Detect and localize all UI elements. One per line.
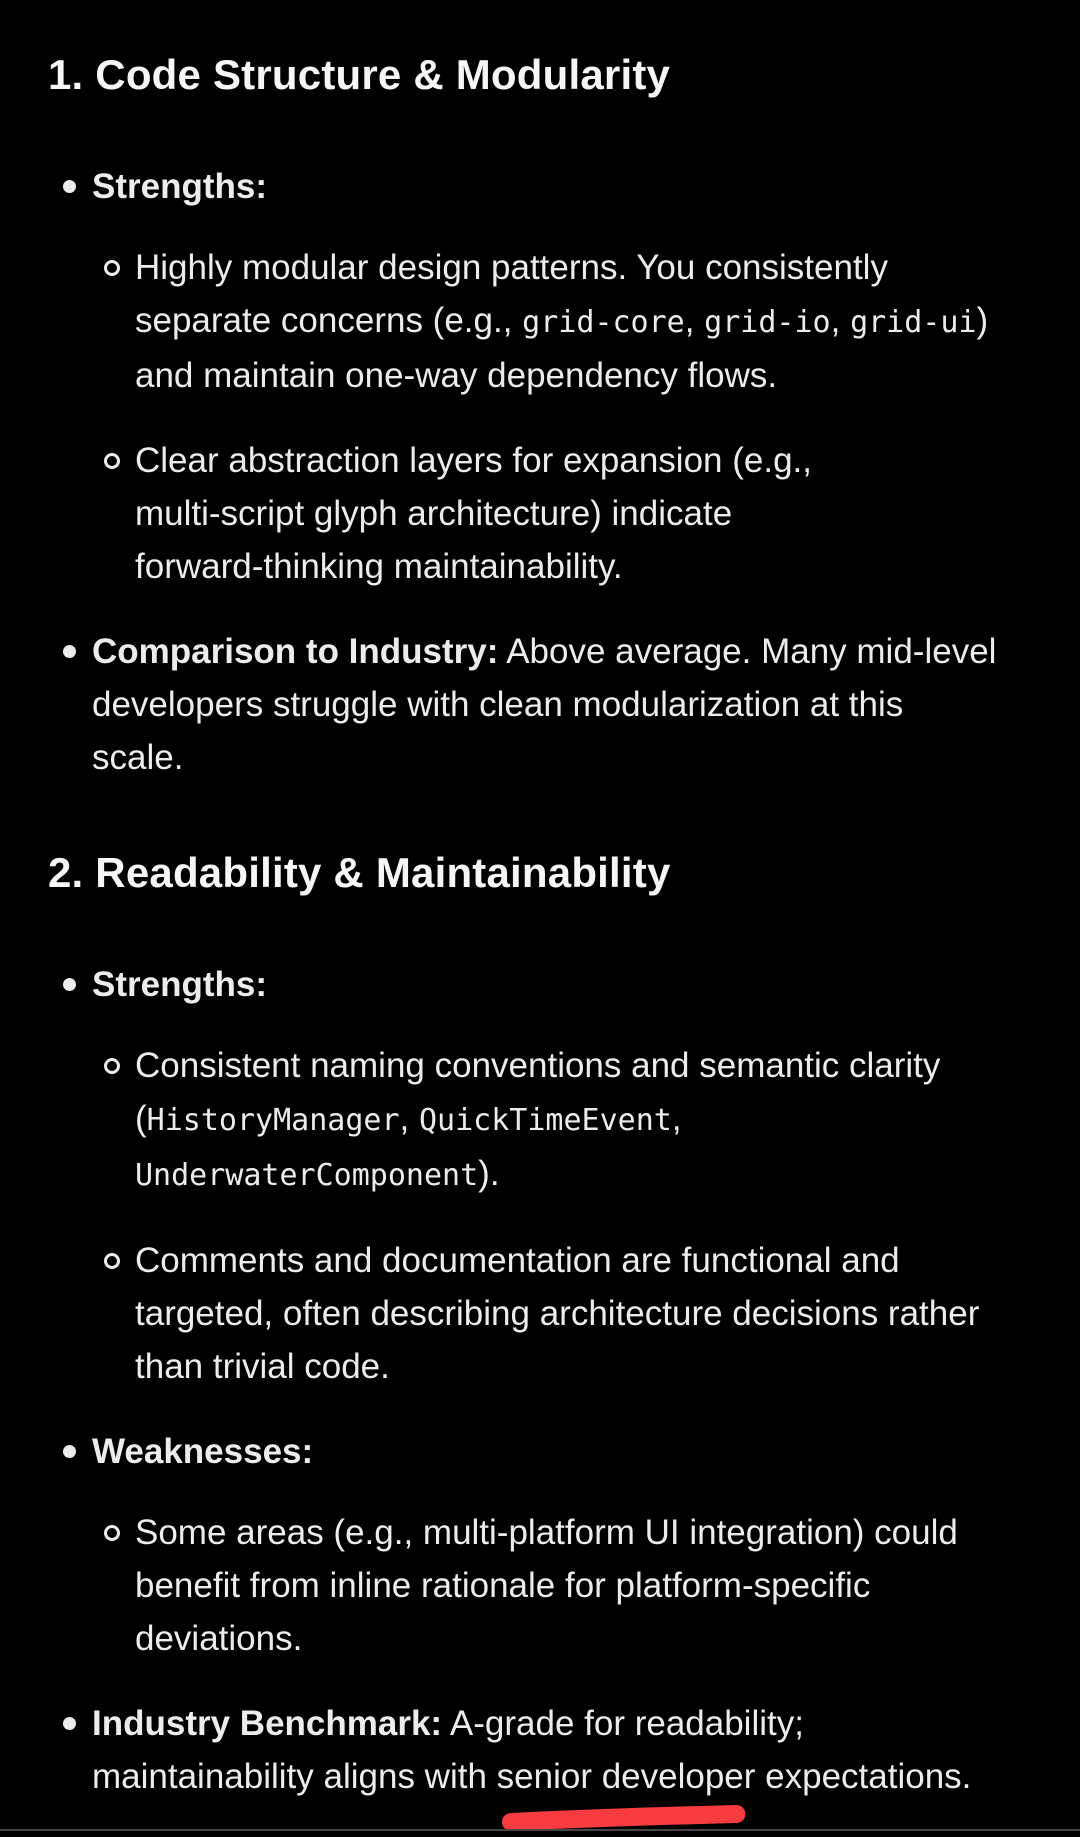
text-line <box>92 1750 1052 1803</box>
bullet-dot-icon <box>63 1445 76 1458</box>
sub-list-item <box>92 241 1052 402</box>
text-run: separate concerns (e.g., <box>135 301 523 340</box>
section-heading: 1. Code Structure & Modularity <box>48 51 671 98</box>
sub-bullet-list <box>92 241 1052 593</box>
text-run: Comments and documentation are functional and <box>135 1241 900 1280</box>
text-line <box>135 1039 1052 1092</box>
text-run: Highly modular design patterns. You consistently <box>135 248 888 287</box>
red-underlined-text <box>497 1757 756 1796</box>
text-line <box>92 958 1052 1011</box>
bullet-circle-icon <box>104 1058 120 1074</box>
text-line <box>135 487 1052 540</box>
bullet-circle-icon <box>104 260 120 276</box>
sub-list-item <box>92 434 1052 593</box>
inline-code: QuickTimeEvent <box>418 1103 672 1138</box>
inline-code: UnderwaterComponent <box>135 1158 479 1193</box>
text-line <box>135 1506 1052 1559</box>
bullet-circle-icon <box>104 453 120 469</box>
text-line <box>135 1147 1052 1202</box>
sub-bullet-list <box>92 1039 1052 1393</box>
bold-label: Industry Benchmark: <box>92 1704 443 1743</box>
text-run: targeted, often describing architecture decisions rather <box>135 1294 980 1333</box>
text-run: , <box>684 301 705 340</box>
list-item <box>48 1697 1052 1803</box>
text-run: maintainability aligns with <box>92 1757 497 1796</box>
text-run: ) <box>976 301 989 340</box>
bullet-dot-icon <box>63 1717 76 1730</box>
text-run: Some areas (e.g., multi-platform UI integration) could <box>135 1513 958 1552</box>
text-line <box>92 678 1052 731</box>
inline-code: HistoryManager <box>146 1103 400 1138</box>
text-line <box>135 1612 1052 1665</box>
inline-code: grid-io <box>704 305 831 340</box>
bullet-dot-icon <box>63 180 76 193</box>
text-run: scale. <box>92 738 184 777</box>
bold-label: Weaknesses: <box>92 1432 314 1471</box>
text-run: A-grade for readability; <box>442 1704 804 1743</box>
text-line <box>135 434 1052 487</box>
text-line <box>92 731 1052 784</box>
inline-code: grid-core <box>522 305 685 340</box>
text-run: , <box>399 1099 419 1138</box>
text-line <box>135 1092 1052 1147</box>
bullet-list <box>48 160 1052 784</box>
sub-list-item <box>92 1039 1052 1202</box>
text-line <box>135 241 1052 294</box>
text-run: , <box>830 301 851 340</box>
text-run: Consistent naming conventions and semantic clarity <box>135 1046 941 1085</box>
text-line <box>135 540 1052 593</box>
sub-bullet-list <box>92 1506 1052 1665</box>
bullet-dot-icon <box>63 645 76 658</box>
bottom-divider <box>0 1829 1080 1831</box>
bullet-circle-icon <box>104 1525 120 1541</box>
text-run: developers struggle with clean modularization at this <box>92 685 904 724</box>
text-line <box>135 294 1052 349</box>
sub-list-item <box>92 1234 1052 1393</box>
list-item <box>48 1425 1052 1665</box>
text-line <box>135 1340 1052 1393</box>
text-run: senior developer <box>496 1757 756 1796</box>
text-run: than trivial code. <box>135 1347 390 1386</box>
bullet-list <box>48 958 1052 1803</box>
text-run: Clear abstraction layers for expansion (e.g., <box>135 441 812 480</box>
text-line <box>92 1425 1052 1478</box>
bullet-circle-icon <box>104 1253 120 1269</box>
text-line <box>135 1287 1052 1340</box>
text-run: , <box>671 1099 682 1138</box>
text-line <box>135 349 1052 402</box>
text-line <box>92 1697 1052 1750</box>
inline-code: grid-ui <box>850 305 977 340</box>
list-item <box>48 958 1052 1393</box>
text-run: deviations. <box>135 1619 303 1658</box>
sub-list-item <box>92 1506 1052 1665</box>
text-run: and maintain one-way dependency flows. <box>135 356 778 395</box>
text-line <box>92 160 1052 213</box>
text-line <box>135 1234 1052 1287</box>
bold-label: Strengths: <box>92 965 267 1004</box>
text-run: Above average. Many mid-level <box>498 632 997 671</box>
bold-label: Strengths: <box>92 167 267 206</box>
text-line <box>92 625 1052 678</box>
bold-label: Comparison to Industry: <box>92 632 499 671</box>
text-run: ( <box>135 1099 147 1138</box>
bullet-dot-icon <box>63 978 76 991</box>
text-run: ). <box>478 1154 500 1193</box>
list-item <box>48 160 1052 593</box>
text-line <box>135 1559 1052 1612</box>
text-run: forward-thinking maintainability. <box>135 547 623 586</box>
text-run: benefit from inline rationale for platform-specific <box>135 1566 871 1605</box>
text-run: expectations. <box>755 1757 972 1796</box>
section-heading: 2. Readability & Maintainability <box>48 849 671 896</box>
text-run: multi-script glyph architecture) indicate <box>135 494 733 533</box>
list-item <box>48 625 1052 784</box>
